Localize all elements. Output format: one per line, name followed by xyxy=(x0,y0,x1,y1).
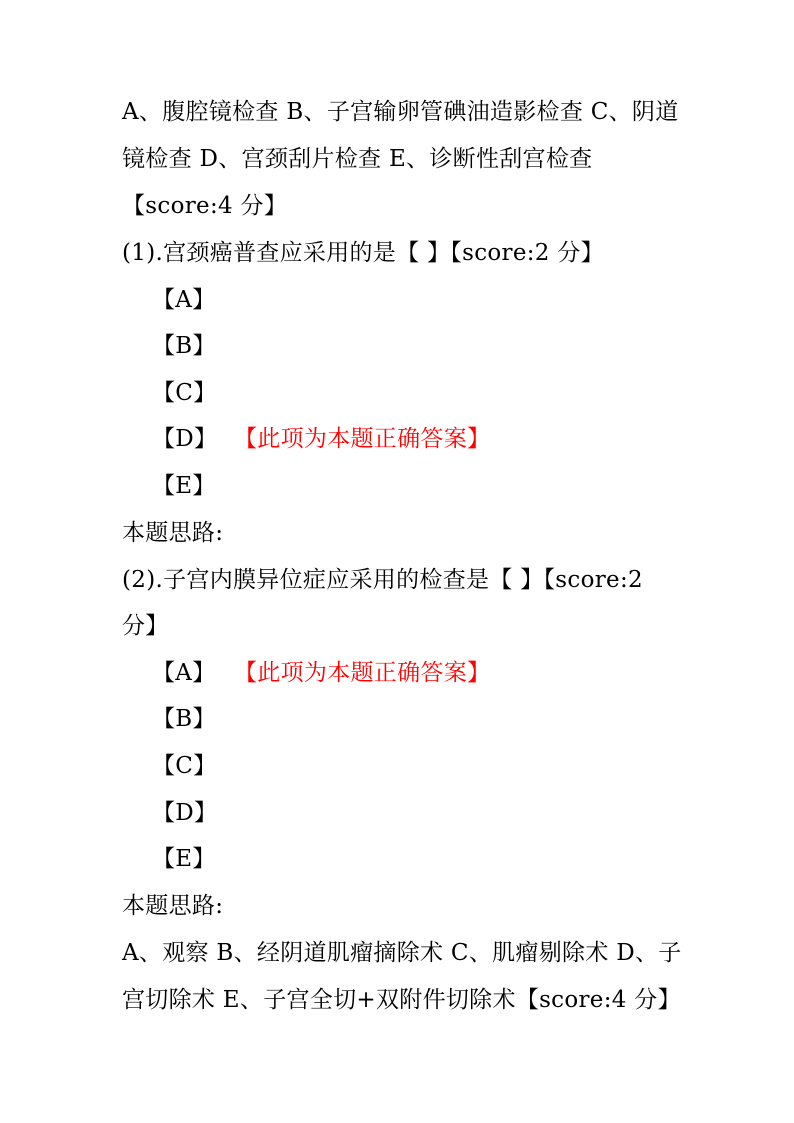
next-group-options-line-1: A、观察 B、经阴道肌瘤摘除术 C、肌瘤剔除术 D、子 xyxy=(122,940,682,966)
group-options-line-2: 镜检查 D、宫颈刮片检查 E、诊断性刮宫检查 xyxy=(122,146,593,172)
q2-option-e: 【E】 xyxy=(152,846,216,872)
group-options-line-1: A、腹腔镜检查 B、子宫输卵管碘油造影检查 C、阴道 xyxy=(122,99,679,125)
group-score: 【score:4 分】 xyxy=(122,193,288,219)
q2-option-d: 【D】 xyxy=(152,800,218,826)
q1-option-c: 【C】 xyxy=(152,380,217,406)
question-2-stem-line-2: 分】 xyxy=(122,613,169,639)
q1-option-e: 【E】 xyxy=(152,473,216,499)
q2-correct-answer-label: 【此项为本题正确答案】 xyxy=(234,660,491,686)
q2-option-c: 【C】 xyxy=(152,753,217,779)
q2-option-a: 【A】 xyxy=(152,660,216,686)
q1-correct-answer-label: 【此项为本题正确答案】 xyxy=(234,426,491,452)
q1-option-b: 【B】 xyxy=(152,333,216,359)
question-1-stem: (1).宫颈癌普查应采用的是【 】【score:2 分】 xyxy=(122,240,604,266)
q2-option-b: 【B】 xyxy=(152,706,216,732)
q1-option-a: 【A】 xyxy=(152,287,216,313)
question-2-stem-line-1: (2).子宫内膜异位症应采用的检查是【 】【score:2 xyxy=(122,567,643,593)
next-group-options-line-2: 宫切除术 E、子宫全切+双附件切除术【score:4 分】 xyxy=(122,987,681,1013)
q1-option-d: 【D】 xyxy=(152,426,218,452)
q2-explanation-label: 本题思路: xyxy=(122,893,224,919)
q1-explanation-label: 本题思路: xyxy=(122,520,224,546)
